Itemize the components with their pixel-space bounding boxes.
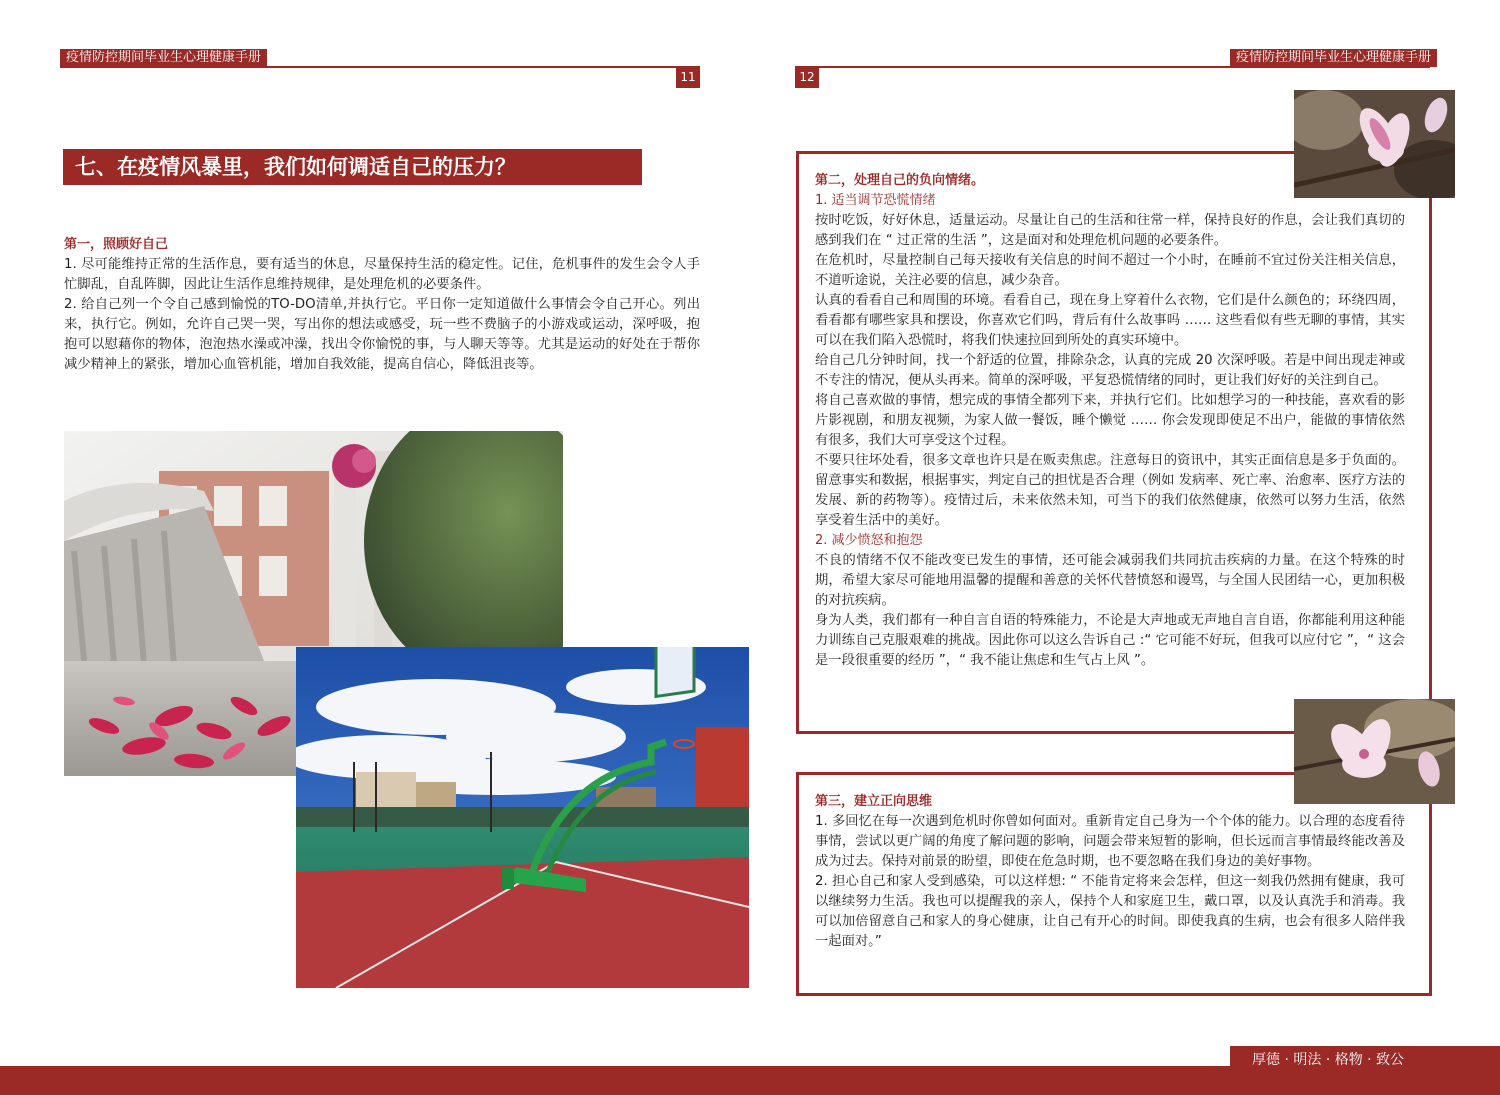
anger-subtitle: 2. 减少愤怒和抱怨 xyxy=(815,533,923,548)
right-header-rule xyxy=(795,66,1430,68)
panic-paragraph: 按时吃饭，好好休息，适量运动。尽量让自己的生活和往常一样，保持良好的作息，会让我们真切的感到我们在 “ 过正常的生活 ”，这是面对和处理危机问题的必要条件。 xyxy=(815,213,1405,248)
left-header-rule xyxy=(60,66,700,68)
anger-paragraph: 不良的情绪不仅不能改变已发生的事情，还可能会减弱我们共同抗击疾病的力量。在这个特殊的时期，希望大家尽可能地用温馨的提醒和善意的关怀代替愤怒和谩骂，与全国人民团结一心，更加积极的对抗疾病。 xyxy=(815,553,1405,608)
positive-thinking-paragraph: 1. 多回忆在每一次遇到危机时你曾如何面对。重新肯定自己身为一个个体的能力。以合理的态度看待事情，尝试以更广阔的角度了解问题的影响，问题会带来短暂的影响，但长远而言事情最终能改善及成为过去。保持对前景的盼望，即使在危急时期，也不要忽略在我们身边的美好事物。 xyxy=(815,814,1405,869)
left-header-title: 疫情防控期间毕业生心理健康手册 xyxy=(60,49,267,67)
chapter-title: 七、在疫情风暴里，我们如何调适自己的压力？ xyxy=(63,149,642,185)
right-header-title: 疫情防控期间毕业生心理健康手册 xyxy=(1230,49,1437,67)
basketball-court-illustration xyxy=(296,647,749,988)
magnolia-illustration-bottom xyxy=(1294,699,1455,804)
panic-paragraph: 给自己几分钟时间，找一个舒适的位置，排除杂念，认真的完成 20 次深呼吸。若是中间出现走神或不专注的情况，便从头再来。简单的深呼吸，平复恐慌情绪的同时，更让我们好好的关注到自己。 xyxy=(815,353,1405,388)
negative-emotions-title: 第二，处理自己的负向情绪。 xyxy=(815,173,985,188)
right-page-number: 12 xyxy=(795,66,819,88)
panic-paragraph: 认真的看看自己和周围的环境。看看自己，现在身上穿着什么衣物，它们是什么颜色的；环绕四周，看看都有哪些家具和摆设，你喜欢它们吗，背后有什么故事吗 …… 这些看似有些无聊的事情，其实可以在我们陷入恐慌时，将我们快速拉回到所处的真实环境中。 xyxy=(815,293,1405,348)
left-page-number: 11 xyxy=(676,66,700,88)
positive-thinking-paragraph: 2. 担心自己和家人受到感染，可以这样想: “ 不能肯定将来会怎样，但这一刻我仍然拥有健康，我可以继续努力生活。我也可以提醒我的亲人，保持个人和家庭卫生，戴口罩，以及认真洗手和消毒。我可以加倍留意自己和家人的身心健康，让自己有开心的时间。即使我真的生病，也会有很多人陪伴我一起面对。” xyxy=(815,874,1405,949)
positive-thinking-title: 第三，建立正向思维 xyxy=(815,794,933,809)
section-self-care-title: 第一，照顾好自己 xyxy=(64,237,169,252)
footer-motto: 厚德 · 明法 · 格物 · 致公 xyxy=(1252,1052,1405,1068)
positive-thinking-content xyxy=(815,792,1405,952)
basketball-court-photo xyxy=(296,647,749,988)
panic-paragraph: 将自己喜欢做的事情，想完成的事情全都列下来，并执行它们。比如想学习的一种技能，喜欢看的影片影视剧，和朋友视频，为家人做一餐饭，睡个懒觉 …… 你会发现即使足不出户，能做的事情依然有很多，我们大可享受这个过程。 xyxy=(815,393,1405,448)
negative-emotions-content xyxy=(815,171,1405,671)
magnolia-photo-bottom xyxy=(1294,699,1455,804)
panic-paragraph: 在危机时，尽量控制自己每天接收有关信息的时间不超过一个小时，在睡前不宜过份关注相关信息，不道听途说，关注必要的信息，减少杂音。 xyxy=(815,253,1405,288)
section-self-care-paragraph: 2. 给自己列一个令自己感到愉悦的TO-DO清单,并执行它。平日你一定知道做什么事情会令自己开心。列出来，执行它。例如，允许自己哭一哭，写出你的想法或感受，玩一些不费脑子的小游戏或运动，深呼吸，抱抱可以慰藉你的物体，泡泡热水澡或冲澡，找出令你愉悦的事，与人聊天等等。尤其是运动的好处在于帮你减少精神上的紧张，增加心血管机能，增加自我效能，提高自信心，降低沮丧等。 xyxy=(64,297,700,372)
panic-paragraph: 不要只往坏处看，很多文章也许只是在贩卖焦虑。注意每日的资讯中，其实正面信息是多于负面的。留意事实和数据，根据事实，判定自己的担忧是否合理（例如 发病率、死亡率、治愈率、医疗方法的发展、新的药物等）。疫情过后，未来依然未知，可当下的我们依然健康，依然可以努力生活，依然享受着生活中的美好。 xyxy=(815,453,1405,528)
magnolia-illustration-top xyxy=(1294,90,1455,198)
anger-paragraph: 身为人类，我们都有一种自言自语的特殊能力，不论是大声地或无声地自言自语，你都能利用这种能力训练自己克服艰难的挑战。因此你可以这么告诉自己 :“ 它可能不好玩，但我可以应付它 ”，“ 这会是一段很重要的经历 ”，“ 我不能让焦虑和生气占上风 ”。 xyxy=(815,613,1405,668)
section-self-care-paragraph: 1. 尽可能维持正常的生活作息，要有适当的休息，尽量保持生活的稳定性。记住，危机事件的发生会令人手忙脚乱，自乱阵脚，因此让生活作息维持规律，是处理危机的必要条件。 xyxy=(64,257,700,292)
magnolia-photo-top xyxy=(1294,90,1455,198)
panic-subtitle: 1. 适当调节恐慌情绪 xyxy=(815,193,936,208)
section-self-care xyxy=(64,235,700,375)
